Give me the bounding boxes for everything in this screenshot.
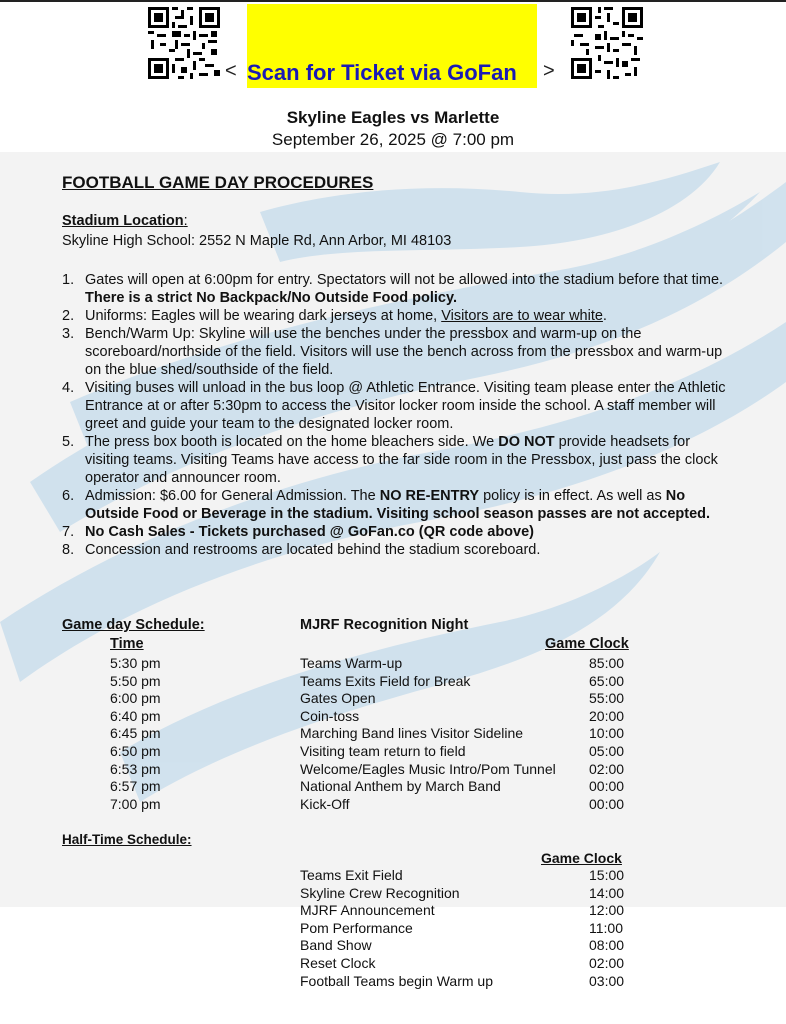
procedure-text	[85, 523, 732, 541]
procedure-text-run: Admission: $6.00 for General Admission. The	[85, 488, 380, 504]
schedule-row	[0, 655, 786, 673]
procedure-text-run: Concession and restrooms are located behind the stadium scoreboard.	[85, 542, 541, 558]
schedule-event: Marching Band lines Visitor Sideline	[300, 725, 524, 742]
procedure-text-run: .	[602, 308, 607, 324]
half-time-clock: 03:00	[589, 972, 625, 989]
half-time-row	[0, 902, 786, 920]
schedule-clock: 85:00	[589, 655, 625, 671]
schedule-time: 6:40 pm	[110, 707, 161, 724]
half-time-event: Skyline Crew Recognition	[300, 884, 460, 901]
half-time-event: Pom Performance	[300, 919, 413, 936]
procedure-text-run: DO NOT	[498, 434, 555, 450]
half-time-clock: 15:00	[589, 867, 625, 883]
schedule-time: 6:00 pm	[110, 690, 161, 707]
procedure-text-run: No Outside Food or Beverage in the stadium. Visiting school season passes are not accepted.	[85, 488, 711, 522]
procedure-item	[62, 433, 732, 487]
half-time-clock: 12:00	[589, 902, 625, 919]
game-clock-column-header: Game Clock	[545, 636, 629, 652]
half-time-row	[0, 885, 786, 903]
procedure-text	[85, 433, 732, 487]
half-time-event: MJRF Announcement	[300, 902, 435, 919]
procedure-text-run: There is a strict No Backpack/No Outside Food policy.	[85, 290, 457, 306]
half-time-row	[0, 973, 786, 991]
location-colon: :	[183, 213, 188, 229]
procedure-text-run: NO RE-ENTRY	[379, 488, 480, 504]
half-time-event: Teams Exit Field	[300, 867, 403, 883]
procedure-text-run: Visiting buses will unload in the bus loop @ Athletic Entrance. Visiting team please enter the Athletic Entrance at or after 5:30pm to access the Visitor locker room inside the school. A staff member will greet and guide your team to the designated locker room.	[85, 380, 726, 432]
procedure-item	[62, 523, 732, 541]
half-time-row	[0, 920, 786, 938]
procedure-text	[85, 541, 732, 559]
schedule-event: Coin-toss	[300, 707, 360, 724]
time-column-header: Time	[110, 636, 144, 652]
procedure-text	[85, 487, 732, 523]
schedule-clock: 05:00	[589, 743, 625, 759]
half-time-row	[0, 937, 786, 955]
schedule-event: Visiting team return to field	[300, 743, 466, 759]
half-time-clock: 11:00	[589, 919, 623, 936]
schedule-row	[0, 761, 786, 779]
schedule-clock: 00:00	[589, 778, 625, 795]
gofan-banner-text[interactable]: Scan for Ticket via GoFan	[247, 60, 517, 85]
schedule-clock: 02:00	[589, 760, 625, 777]
procedure-text-run: Visitors are to wear white	[441, 308, 603, 324]
procedure-item	[62, 325, 732, 379]
schedule-event: National Anthem by March Band	[300, 778, 501, 795]
half-time-clock: 08:00	[589, 937, 625, 954]
recognition-night-title: MJRF Recognition Night	[300, 617, 469, 633]
procedures-title: FOOTBALL GAME DAY PROCEDURES	[62, 173, 374, 192]
procedure-number: 2.	[62, 308, 75, 324]
schedule-row	[0, 796, 786, 814]
half-time-clock: 02:00	[589, 955, 625, 971]
schedule-time: 6:45 pm	[110, 725, 161, 742]
procedure-number: 8.	[62, 542, 75, 558]
schedule-time: 7:00 pm	[110, 795, 161, 812]
procedure-number: 7.	[62, 524, 75, 540]
half-time-event: Reset Clock	[300, 955, 376, 971]
schedule-time: 5:50 pm	[110, 672, 161, 689]
procedure-text-run: Bench/Warm Up: Skyline will use the benches under the pressbox and warm-up on the scoreboard/northside of the field. Visitors will use the bench across from the pressbox and warm-up on the blue shed/southside of the field.	[85, 326, 723, 378]
schedule-row	[0, 778, 786, 796]
schedule-row	[0, 725, 786, 743]
half-time-clock: 14:00	[589, 884, 625, 901]
half-time-row	[0, 955, 786, 973]
procedure-item	[62, 271, 732, 307]
schedule-clock: 65:00	[589, 672, 625, 689]
procedure-text-run: provide headsets for visiting teams. Visiting Teams have access to the far side room in the Pressbox, just pass the clock operator and announcer room.	[85, 434, 718, 486]
schedule-clock: 20:00	[589, 707, 625, 724]
procedure-text-run: The press box booth is located on the home bleachers side. We	[85, 434, 499, 450]
schedule-event: Kick-Off	[300, 795, 350, 812]
schedule-event: Teams Warm-up	[300, 655, 403, 671]
half-time-row	[0, 867, 786, 885]
schedule-time: 6:57 pm	[110, 778, 161, 795]
procedure-item	[62, 379, 732, 433]
procedure-text-run: Uniforms: Eagles will be wearing dark jerseys at home,	[85, 308, 442, 324]
procedure-number: 6.	[62, 488, 75, 504]
schedule-row	[0, 743, 786, 761]
procedure-text-run: No Cash Sales - Tickets purchased @ GoFan.co (QR code above)	[85, 524, 534, 540]
procedure-text-run: policy is in effect. As well as	[479, 488, 666, 504]
procedure-item	[62, 307, 732, 325]
left-bracket: <	[225, 60, 237, 82]
stadium-location-text: Skyline High School: 2552 N Maple Rd, Ann Arbor, MI 48103	[62, 233, 452, 249]
procedure-number: 1.	[62, 272, 75, 288]
procedure-text-run: Gates will open at 6:00pm for entry. Spectators will not be allowed into the stadium before that time.	[85, 272, 724, 288]
qr-code-right[interactable]	[568, 4, 646, 82]
schedule-row	[0, 690, 786, 708]
half-time-schedule-label: Half-Time Schedule:	[62, 832, 192, 847]
procedure-text	[85, 325, 732, 379]
procedure-number: 3.	[62, 326, 75, 342]
procedure-text	[85, 307, 732, 325]
procedure-number: 4.	[62, 380, 75, 396]
game-day-schedule-label: Game day Schedule:	[62, 617, 205, 633]
procedure-item	[62, 487, 732, 523]
qr-code-left[interactable]	[145, 4, 223, 82]
schedule-time: 5:30 pm	[110, 655, 161, 671]
schedule-clock: 55:00	[589, 690, 625, 707]
stadium-location-label: Stadium Location:	[62, 213, 188, 229]
half-time-event: Football Teams begin Warm up	[300, 972, 493, 989]
game-date: September 26, 2025 @ 7:00 pm	[271, 130, 515, 149]
procedure-text	[85, 271, 732, 307]
top-border	[0, 0, 786, 2]
schedule-event: Gates Open	[300, 690, 376, 707]
procedure-text	[85, 379, 732, 433]
half-time-clock-header: Game Clock	[541, 850, 622, 866]
procedures-list	[62, 271, 732, 559]
schedule-clock: 00:00	[589, 795, 625, 812]
schedule-event: Teams Exits Field for Break	[300, 672, 471, 689]
schedule-row	[0, 673, 786, 691]
schedule-event: Welcome/Eagles Music Intro/Pom Tunnel	[300, 760, 556, 777]
schedule-clock: 10:00	[589, 725, 625, 742]
right-bracket: >	[543, 60, 555, 82]
schedule-row	[0, 708, 786, 726]
schedule-time: 6:53 pm	[110, 760, 161, 777]
game-title: Skyline Eagles vs Marlette	[286, 108, 500, 127]
procedure-number: 5.	[62, 434, 75, 450]
schedule-time: 6:50 pm	[110, 743, 161, 759]
procedure-item	[62, 541, 732, 559]
half-time-event: Band Show	[300, 937, 372, 954]
